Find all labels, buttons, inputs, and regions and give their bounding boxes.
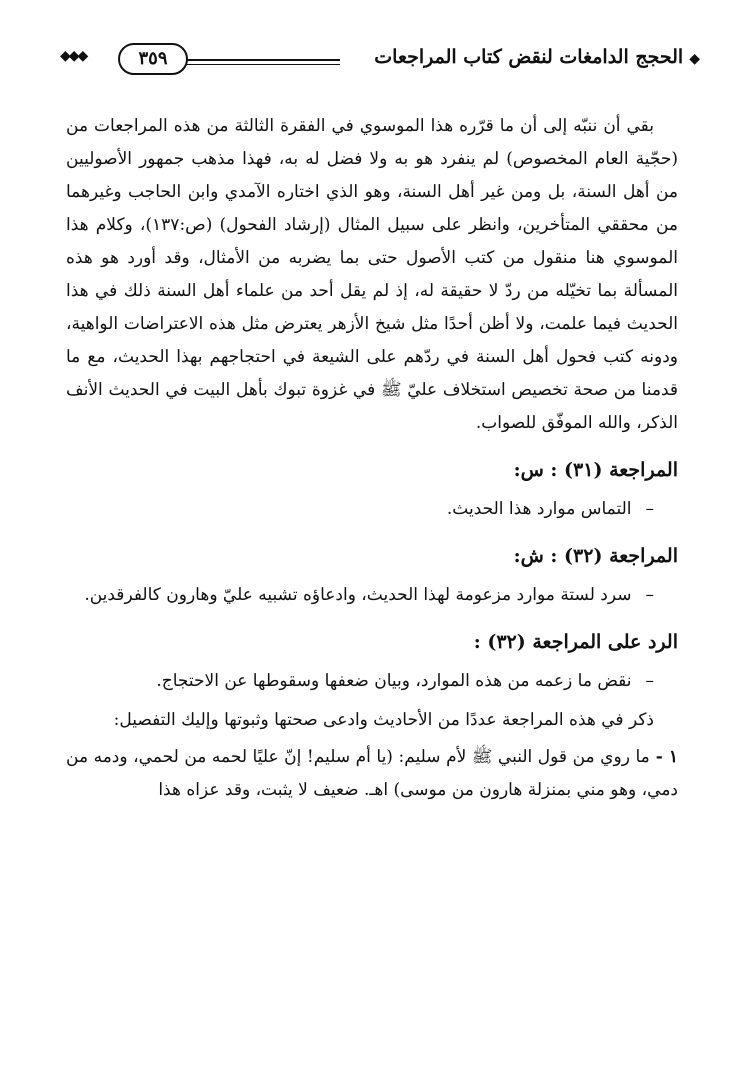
closing-intro: ذكر في هذه المراجعة عددًا من الأحاديث وادعى صحتها وثبوتها وإليك التفصيل: — [113, 710, 654, 730]
section-bullet-reply-32 — [66, 665, 678, 698]
running-title — [374, 46, 700, 68]
dash-icon: – — [645, 671, 654, 691]
item-number: ١ - — [655, 747, 678, 767]
page-body — [66, 110, 678, 807]
section-heading-reply-32: الرد على المراجعة (٣٢) : — [473, 631, 678, 653]
page-number: ٣٥٩ — [118, 43, 188, 75]
section-heading-31: المراجعة (٣١) : س: — [513, 459, 678, 481]
dash-icon: – — [645, 585, 654, 605]
header-decoration-icon: ◆◆◆ — [60, 48, 87, 64]
section-heading-32: المراجعة (٣٢) : ش: — [513, 545, 678, 567]
item-text: ما روي من قول النبي ﷺ لأم سليم: (يا أم سليم! إنّ عليًا لحمه من لحمي، ودمه من دمي، وهو مني بمنزلة هارون من موسى) اهـ. ضعيف لا يثبت، وقد عزاه هذا — [66, 747, 678, 800]
body-paragraph: بقي أن ننبّه إلى أن ما قرّره هذا الموسوي في الفقرة الثالثة من هذه المراجعات من (حجّية العام المخصوص) لم ينفرد هو به ولا فضل له به، فهذا مذهب جمهور الأصوليين من أهل السنة، بل ومن غير أهل السنة، وهو الذي اختاره الآمدي وابن الحاجب وغيرهما من محققي المتأخرين، وانظر على سبيل المثال (إرشاد الفحول) (ص:١٣٧)، وكلام هذا الموسوي هنا منقول من كتب الأصول حتى بما يضربه من الأمثال، وقد أورد هو هذه المسألة بما تخيّله من ردّ لا حقيقة له، إذ لم يقل أحد من علماء أهل السنة ذلك في هذا الحديث فيما علمت، ولا أظن أحدًا مثل شيخ الأزهر يعترض مثل هذه الاعتراضات الواهية، ودونه كتب فحول أهل السنة في ردّهم على الشيعة في احتجاجهم بهذا الحديث، مع ما قدمنا من صحة تخصيص استخلاف عليّ ﷺ في غزوة تبوك بأهل البيت في الحديث الأنف الذكر، والله الموفّق للصواب. — [66, 116, 678, 433]
section-bullet-31 — [66, 493, 678, 526]
running-header — [60, 40, 700, 80]
section-bullet-32 — [66, 579, 678, 612]
dash-icon: – — [645, 499, 654, 519]
bullet-text: سرد لستة موارد مزعومة لهذا الحديث، وادعاؤه تشبيه عليّ وهارون كالفرقدين. — [84, 585, 632, 605]
diamond-ornament-icon: ◆ — [689, 51, 700, 67]
numbered-item-1 — [66, 741, 678, 807]
bullet-text: نقض ما زعمه من هذه الموارد، وبيان ضعفها وسقوطها عن الاحتجاج. — [156, 671, 632, 691]
bullet-text: التماس موارد هذا الحديث. — [446, 499, 632, 519]
running-title-text: الحجج الدامغات لنقض كتاب المراجعات — [374, 46, 684, 68]
